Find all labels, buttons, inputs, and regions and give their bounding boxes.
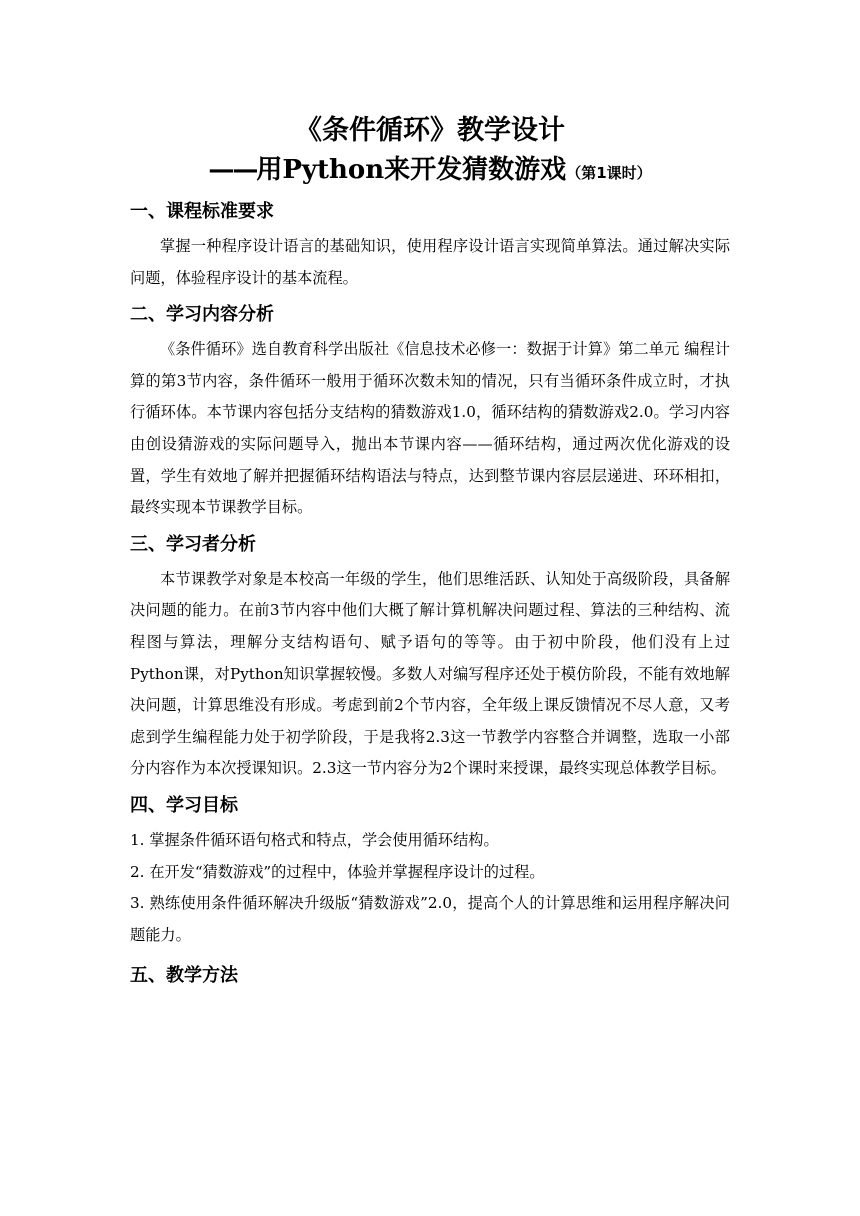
section-paragraph: 《条件循环》选自教育科学出版社《信息技术必修一：数据于计算》第二单元 编程计算的第3节内容，条件循环一般用于循环次数未知的情况，只有当循环条件成立时，才执行循环体。本节课内容包括分支结构的猜数游戏1.0，循环结构的猜数游戏2.0。学习内容由创设猜游戏的实际问题导入，抛出本节课内容——循环结构，通过两次优化游戏的设置，学生有效地了解并把握循环结构语法与特点，达到整节课内容层层递进、环环相扣，最终实现本节课教学目标。 — [130, 340, 730, 517]
objective-list-item: 3. 熟练使用条件循环解决升级版“猜数游戏”2.0，提高个人的计算思维和运用程序解决问题能力。 — [130, 894, 730, 944]
subtitle-lesson-note: （第1课时） — [566, 164, 652, 182]
section-paragraph: 本节课教学对象是本校高一年级的学生，他们思维活跃、认知处于高级阶段，具备解决问题的能力。在前3节内容中他们大概了解计算机解决问题过程、算法的三种结构、流程图与算法，理解分支结构语句、赋予语句的等等。由于初中阶段，他们没有上过Python课，对Python知识掌握较慢。多数人对编写程序还处于模仿阶段，不能有效地解决问题，计算思维没有形成。考虑到前2个节内容，全年级上课反馈情况不尽人意，又考虑到学生编程能力处于初学阶段，于是我将2.3这一节教学内容整合并调整，选取一小部分内容作为本次授课知识。2.3这一节内容分为2个课时来授课，最终实现总体教学目标。 — [130, 569, 730, 778]
subtitle-main: 用Python来开发猜数游戏 — [256, 155, 567, 185]
section-heading-teaching-methods: 五、教学方法 — [130, 965, 238, 987]
document-title: 《条件循环》教学设计 — [295, 115, 565, 146]
document-page — [130, 112, 730, 995]
objective-list-item: 1. 掌握条件循环语句格式和特点，学会使用循环结构。 — [130, 830, 499, 849]
subtitle-dash: —— — [208, 155, 257, 185]
section-heading-curriculum-standards: 一、课程标准要求 — [130, 201, 274, 222]
section-heading-content-analysis: 二、学习内容分析 — [130, 304, 274, 326]
section-heading-learning-objectives: 四、学习目标 — [130, 794, 238, 816]
document-subtitle — [130, 150, 730, 193]
section-paragraph: 掌握一种程序设计语言的基础知识，使用程序设计语言实现简单算法。通过解决实际问题，体验程序设计的基本流程。 — [130, 237, 730, 287]
section-heading-learner-analysis: 三、学习者分析 — [130, 533, 256, 555]
objective-list-item: 2. 在开发“猜数游戏”的过程中，体验并掌握程序设计的过程。 — [130, 862, 545, 881]
